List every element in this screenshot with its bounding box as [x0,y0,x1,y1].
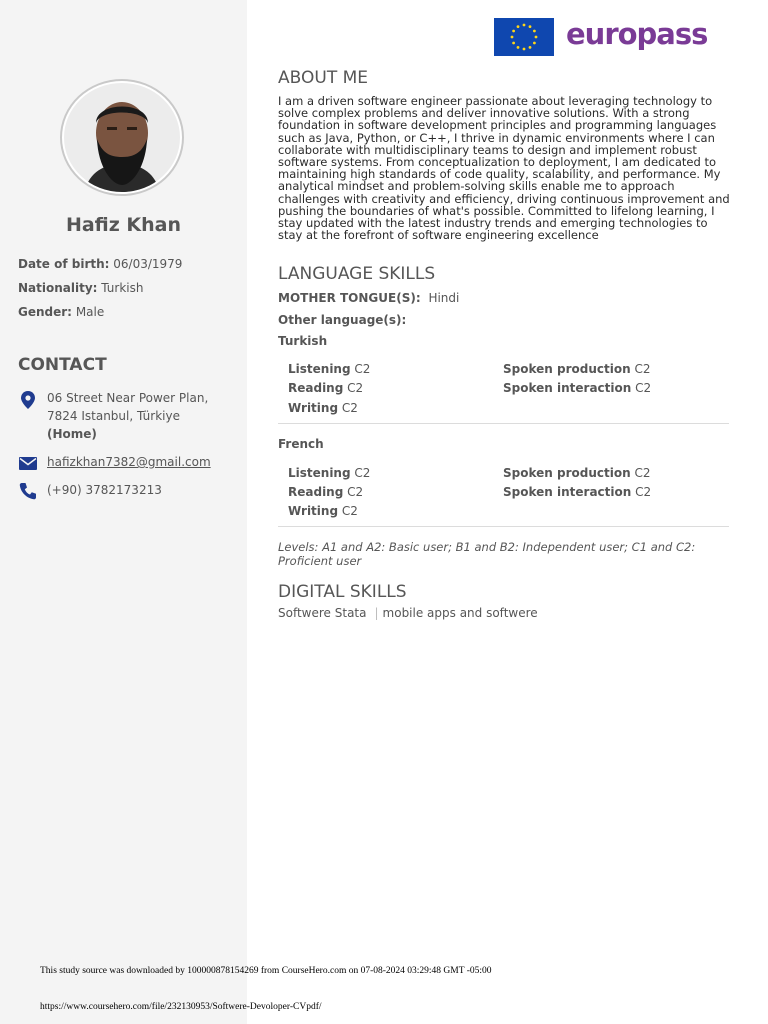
mother-tongue [278,291,459,305]
envelope-icon [18,453,38,473]
nationality-value: Turkish [101,281,144,295]
eu-flag-icon [494,18,554,60]
source-url: https://www.coursehero.com/file/232130953/Softwere-Devoloper-CVpdf/ [40,1002,322,1012]
gender [18,305,104,319]
digital-skills-title: DIGITAL SKILLS [278,582,407,602]
person-name: Hafiz Khan [65,214,182,236]
reading-skill: Reading C2 [288,485,364,499]
digital-skill: mobile apps and softwere [382,606,538,620]
about-text: I am a driven software engineer passionate about leveraging technology to solve complex problems and deliver innovative solutions. With a strong foundation in software development principles and programming languages such as Java, Python, or C++, I thrive in dynamic environments where I can collaborate with multidisciplinary teams to design and implement robust software systems. From conceptualization to deployment, I am dedicated to maintaining high standards of code quality, scalability, and performance. My analytical mindset and problem-solving skills enable me to approach challenges with creativity and efficiency, driving continuous improvement and pushing the boundaries of what's possible. Committed to lifelong learning, I stay updated with the latest industry trends and emerging technologies to stay at the forefront of software engineering excellence [278,94,730,243]
phone-icon [18,481,38,501]
gender-value: Male [75,305,105,319]
email[interactable] [47,453,211,471]
mother-tongue-value: Hindi [428,291,460,305]
dob-value: 06/03/1979 [113,257,183,271]
language-name: Turkish [278,334,328,348]
address [47,389,208,443]
gender-label: Gender: [18,305,72,319]
about-title: ABOUT ME [278,68,369,88]
nationality [18,281,143,295]
language-name: French [278,437,324,451]
download-notice: This study source was downloaded by 100000878154269 from CourseHero.com on 07-08-2024 03:29:48 GMT -05:00 [40,966,492,976]
address-line-1: 06 Street Near Power Plan, [47,391,209,405]
digital-skills-list: Softwere Stata | mobile apps and softwere [278,606,538,620]
date-of-birth [18,257,182,271]
divider [278,423,729,424]
listening-skill: Listening C2 [288,362,371,376]
writing-skill: Writing C2 [288,504,358,518]
spoken-interaction-skill: Spoken interaction C2 [503,485,652,499]
address-type: (Home) [47,427,97,441]
other-languages-label: Other language(s): [278,313,407,327]
phone-number: (+90) 3782173213 [47,483,162,497]
mother-tongue-label: MOTHER TONGUE(S): [278,291,421,305]
profile-photo [64,83,180,192]
digital-skill: Softwere Stata [278,606,367,620]
listening-skill: Listening C2 [288,466,371,480]
address-line-2: 7824 Istanbul, Türkiye [47,409,180,423]
spoken-production-skill: Spoken production C2 [503,466,651,480]
reading-skill: Reading C2 [288,381,364,395]
writing-skill: Writing C2 [288,401,358,415]
nationality-label: Nationality: [18,281,98,295]
language-skills-title: LANGUAGE SKILLS [278,264,436,284]
divider [278,526,729,527]
email-link[interactable]: hafizkhan7382@gmail.com [47,455,211,469]
dob-label: Date of birth: [18,257,110,271]
spoken-interaction-skill: Spoken interaction C2 [503,381,652,395]
europass-logo: europass [566,17,708,51]
spoken-production-skill: Spoken production C2 [503,362,651,376]
levels-note: Levels: A1 and A2: Basic user; B1 and B2: Independent user; C1 and C2: Proficient user [278,540,696,568]
location-pin-icon [18,390,38,410]
contact-title: CONTACT [18,355,107,375]
